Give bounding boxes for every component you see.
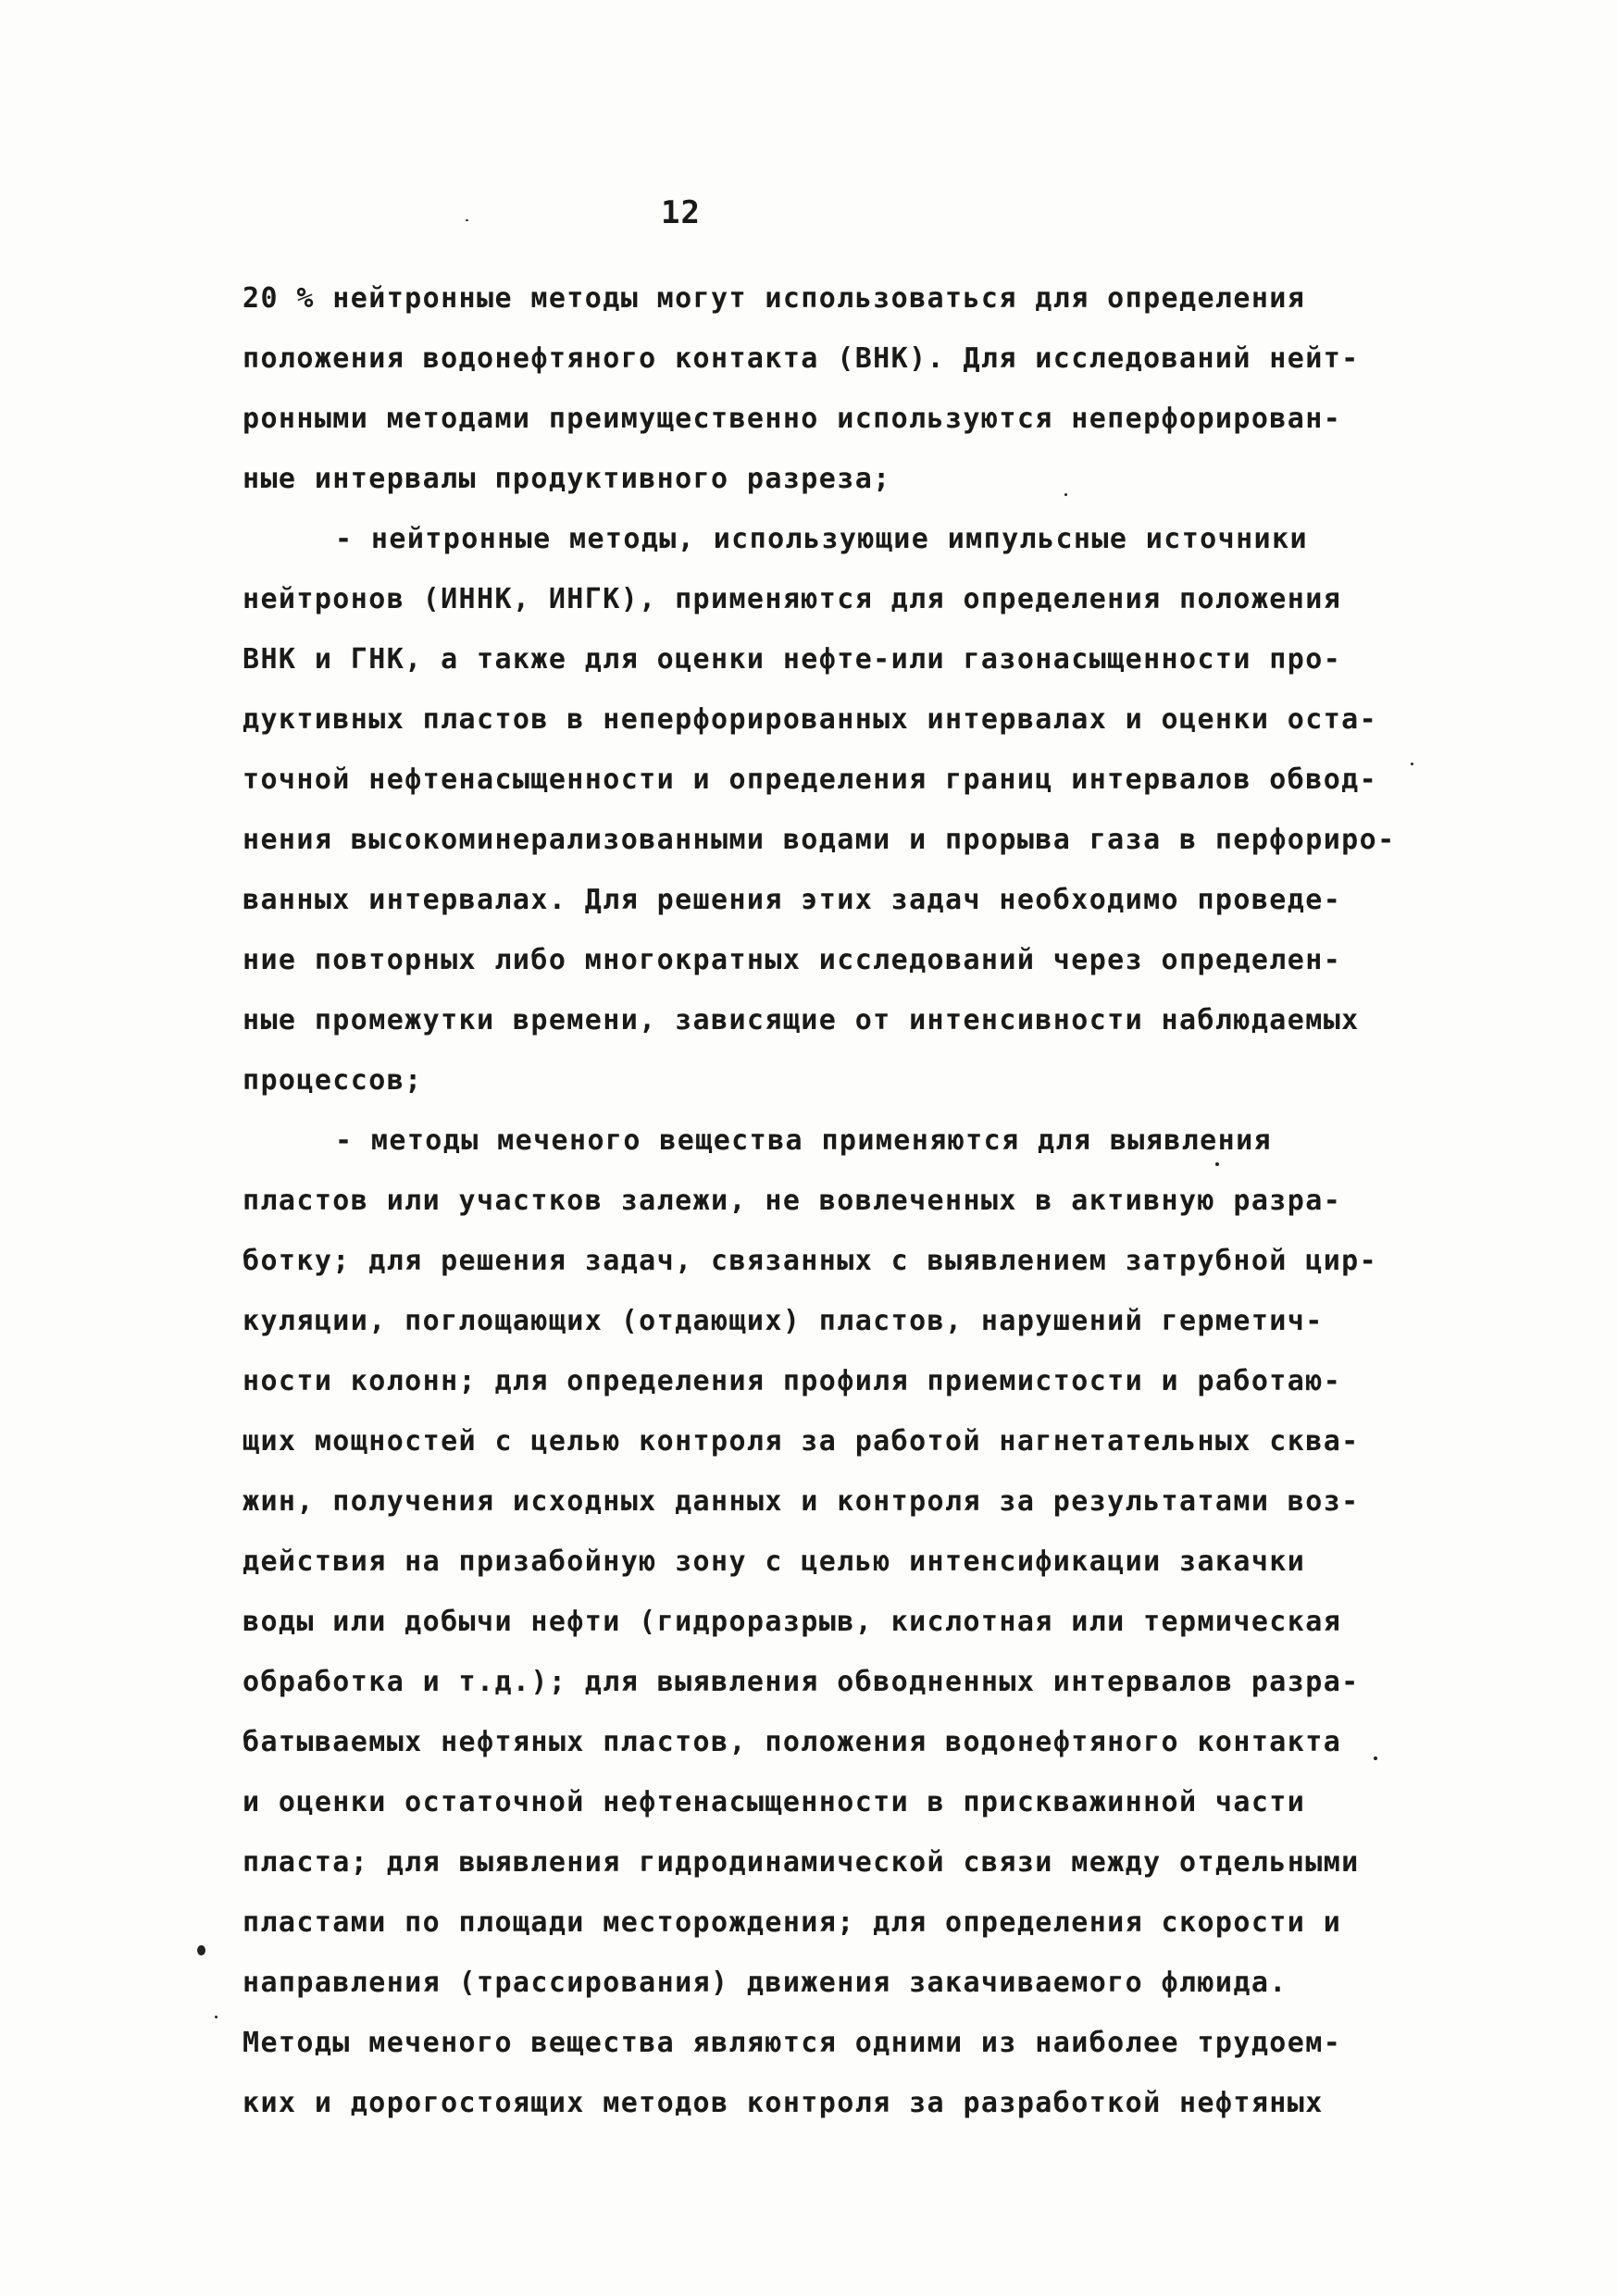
document-body [243,268,1437,2133]
text-line: 20 % нейтронные методы могут использоваться для определения [243,282,1306,315]
text-line: щих мощностей с целью контроля за работой нагнетательных сква- [243,1425,1360,1458]
text-line: пластов или участков залежи, не вовлеченных в активную разра- [243,1185,1342,1217]
text-line: дуктивных пластов в неперфорированных интервалах и оценки оста- [243,703,1378,736]
text-line: ные интервалы продуктивного разреза; [243,463,891,495]
text-line: - методы меченого вещества применяются для выявления [335,1124,1272,1157]
text-line: пласта; для выявления гидродинамической связи между отдельными [243,1846,1360,1879]
text-line: положения водонефтяного контакта (ВНК). Для исследований нейт- [243,342,1360,375]
text-line: нейтронов (ИННК, ИНГК), применяются для определения положения [243,583,1342,615]
text-line: батываемых нефтяных пластов, положения водонефтяного контакта [243,1726,1342,1758]
text-line: ные промежутки времени, зависящие от интенсивности наблюдаемых [243,1004,1360,1036]
text-line: Методы меченого вещества являются одними из наиболее трудоем- [243,2027,1342,2059]
scan-speck [1064,493,1067,496]
text-line: ности колонн; для определения профиля приемистости и работаю- [243,1365,1342,1397]
text-line: ние повторных либо многократных исследований через определен- [243,944,1342,976]
scan-speck [197,1945,205,1955]
text-line: ванных интервалах. Для решения этих задач необходимо проведе- [243,884,1342,916]
scan-speck [1411,763,1413,765]
scan-speck [466,219,468,221]
text-line: направления (трассирования) движения закачиваемого флюида. [243,1967,1288,1999]
text-line: точной нефтенасыщенности и определения границ интервалов обвод- [243,763,1378,796]
text-line: жин, получения исходных данных и контроля за результатами воз- [243,1485,1360,1518]
text-line: нения высокоминерализованными водами и прорыва газа в перфориро- [243,824,1396,856]
text-line: воды или добычи нефти (гидроразрыв, кислотная или термическая [243,1606,1342,1638]
text-line: обработка и т.д.); для выявления обводненных интервалов разра- [243,1666,1360,1698]
text-line: - нейтронные методы, использующие импульсные источники [335,523,1308,555]
text-line: ких и дорогостоящих методов контроля за разработкой нефтяных [243,2087,1324,2119]
text-line: куляции, поглощающих (отдающих) пластов, нарушений герметич- [243,1305,1324,1337]
scan-speck [1215,1162,1219,1166]
scan-speck [1374,1756,1377,1760]
text-line: и оценки остаточной нефтенасыщенности в прискважинной части [243,1786,1306,1818]
text-line: ботку; для решения задач, связанных с выявлением затрубной цир- [243,1245,1378,1277]
text-line: ВНК и ГНК, а также для оценки нефте-или газонасыщенности про- [243,643,1342,676]
scan-speck [215,2016,218,2018]
page-number: 12 [661,194,701,231]
text-line: пластами по площади месторождения; для определения скорости и [243,1906,1342,1939]
text-line: ронными методами преимущественно используются неперфорирован- [243,403,1342,435]
text-line: действия на призабойную зону с целью интенсификации закачки [243,1545,1306,1578]
text-line: процессов; [243,1064,423,1097]
